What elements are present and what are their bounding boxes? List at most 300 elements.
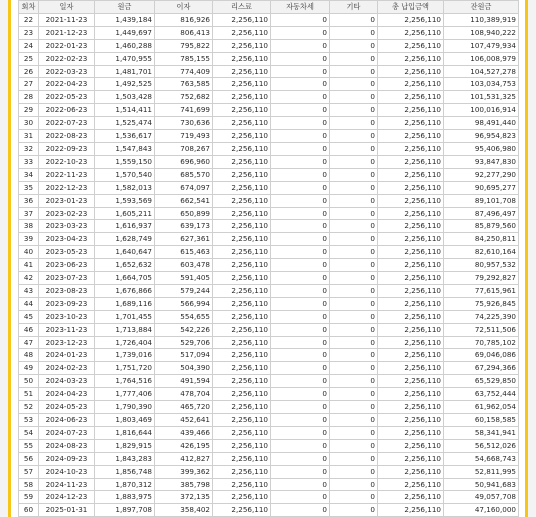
table-row	[19, 117, 519, 130]
cell-date: 2022-03-23	[39, 65, 95, 78]
cell-lease-fee: 2,256,110	[213, 65, 271, 78]
cell-total-payment: 2,256,110	[378, 104, 444, 117]
cell-remaining-principal: 61,962,054	[444, 401, 519, 414]
header-interest: 이자	[155, 1, 213, 14]
cell-date: 2023-03-23	[39, 220, 95, 233]
cell-vehicle-tax: 0	[271, 233, 330, 246]
cell-remaining-principal: 63,752,444	[444, 388, 519, 401]
cell-lease-fee: 2,256,110	[213, 362, 271, 375]
right-highlight-border	[525, 0, 528, 517]
cell-vehicle-tax: 0	[271, 168, 330, 181]
header-vehicle-tax: 자동차세	[271, 1, 330, 14]
cell-vehicle-tax: 0	[271, 349, 330, 362]
cell-interest: 615,463	[155, 246, 213, 259]
cell-date: 2024-01-23	[39, 349, 95, 362]
cell-date: 2023-06-23	[39, 259, 95, 272]
cell-installment: 59	[19, 491, 39, 504]
cell-date: 2024-06-23	[39, 414, 95, 427]
cell-principal: 1,829,915	[95, 439, 155, 452]
cell-remaining-principal: 96,954,823	[444, 130, 519, 143]
cell-vehicle-tax: 0	[271, 181, 330, 194]
cell-total-payment: 2,256,110	[378, 297, 444, 310]
cell-vehicle-tax: 0	[271, 13, 330, 26]
cell-vehicle-tax: 0	[271, 117, 330, 130]
cell-principal: 1,525,474	[95, 117, 155, 130]
cell-remaining-principal: 70,785,102	[444, 336, 519, 349]
cell-lease-fee: 2,256,110	[213, 117, 271, 130]
table-row	[19, 414, 519, 427]
cell-date: 2024-04-23	[39, 388, 95, 401]
cell-other: 0	[330, 388, 378, 401]
cell-total-payment: 2,256,110	[378, 375, 444, 388]
cell-installment: 25	[19, 52, 39, 65]
cell-installment: 47	[19, 336, 39, 349]
cell-lease-fee: 2,256,110	[213, 130, 271, 143]
cell-total-payment: 2,256,110	[378, 452, 444, 465]
cell-total-payment: 2,256,110	[378, 168, 444, 181]
cell-installment: 45	[19, 310, 39, 323]
cell-date: 2022-09-23	[39, 142, 95, 155]
cell-principal: 1,664,705	[95, 272, 155, 285]
cell-total-payment: 2,256,110	[378, 117, 444, 130]
cell-other: 0	[330, 504, 378, 517]
cell-date: 2023-05-23	[39, 246, 95, 259]
table-row	[19, 130, 519, 143]
cell-lease-fee: 2,256,110	[213, 39, 271, 52]
cell-date: 2024-08-23	[39, 439, 95, 452]
cell-date: 2023-11-23	[39, 323, 95, 336]
cell-installment: 34	[19, 168, 39, 181]
table-row	[19, 297, 519, 310]
cell-date: 2023-01-23	[39, 194, 95, 207]
cell-principal: 1,870,312	[95, 478, 155, 491]
cell-interest: 491,594	[155, 375, 213, 388]
table-row	[19, 349, 519, 362]
cell-interest: 708,267	[155, 142, 213, 155]
cell-total-payment: 2,256,110	[378, 181, 444, 194]
cell-other: 0	[330, 168, 378, 181]
table-row	[19, 439, 519, 452]
cell-date: 2024-11-23	[39, 478, 95, 491]
cell-total-payment: 2,256,110	[378, 78, 444, 91]
cell-total-payment: 2,256,110	[378, 388, 444, 401]
cell-principal: 1,481,701	[95, 65, 155, 78]
cell-vehicle-tax: 0	[271, 284, 330, 297]
cell-interest: 372,135	[155, 491, 213, 504]
cell-other: 0	[330, 452, 378, 465]
cell-interest: 662,541	[155, 194, 213, 207]
cell-date: 2022-05-23	[39, 91, 95, 104]
cell-date: 2024-09-23	[39, 452, 95, 465]
lease-schedule-table-container	[18, 0, 518, 517]
cell-principal: 1,897,708	[95, 504, 155, 517]
cell-lease-fee: 2,256,110	[213, 336, 271, 349]
cell-vehicle-tax: 0	[271, 478, 330, 491]
cell-installment: 49	[19, 362, 39, 375]
cell-date: 2024-02-23	[39, 362, 95, 375]
cell-total-payment: 2,256,110	[378, 401, 444, 414]
cell-date: 2022-04-23	[39, 78, 95, 91]
cell-installment: 32	[19, 142, 39, 155]
cell-lease-fee: 2,256,110	[213, 233, 271, 246]
cell-lease-fee: 2,256,110	[213, 388, 271, 401]
cell-installment: 51	[19, 388, 39, 401]
cell-total-payment: 2,256,110	[378, 233, 444, 246]
cell-lease-fee: 2,256,110	[213, 478, 271, 491]
cell-total-payment: 2,256,110	[378, 259, 444, 272]
cell-total-payment: 2,256,110	[378, 310, 444, 323]
cell-remaining-principal: 60,158,585	[444, 414, 519, 427]
table-row	[19, 388, 519, 401]
header-date: 일자	[39, 1, 95, 14]
cell-total-payment: 2,256,110	[378, 414, 444, 427]
cell-other: 0	[330, 323, 378, 336]
cell-vehicle-tax: 0	[271, 297, 330, 310]
cell-lease-fee: 2,256,110	[213, 323, 271, 336]
cell-vehicle-tax: 0	[271, 362, 330, 375]
cell-vehicle-tax: 0	[271, 259, 330, 272]
cell-lease-fee: 2,256,110	[213, 272, 271, 285]
cell-installment: 46	[19, 323, 39, 336]
cell-other: 0	[330, 155, 378, 168]
cell-other: 0	[330, 104, 378, 117]
cell-other: 0	[330, 478, 378, 491]
cell-other: 0	[330, 284, 378, 297]
cell-date: 2023-04-23	[39, 233, 95, 246]
cell-vehicle-tax: 0	[271, 130, 330, 143]
cell-vehicle-tax: 0	[271, 310, 330, 323]
table-row	[19, 91, 519, 104]
cell-principal: 1,559,150	[95, 155, 155, 168]
table-row	[19, 491, 519, 504]
cell-remaining-principal: 50,941,683	[444, 478, 519, 491]
cell-other: 0	[330, 310, 378, 323]
cell-remaining-principal: 92,277,290	[444, 168, 519, 181]
cell-other: 0	[330, 233, 378, 246]
table-row	[19, 426, 519, 439]
cell-principal: 1,640,647	[95, 246, 155, 259]
table-row	[19, 478, 519, 491]
cell-lease-fee: 2,256,110	[213, 426, 271, 439]
table-row	[19, 465, 519, 478]
table-row	[19, 452, 519, 465]
table-row	[19, 194, 519, 207]
table-row	[19, 142, 519, 155]
header-total-payment: 총 납입금액	[378, 1, 444, 14]
cell-remaining-principal: 110,389,919	[444, 13, 519, 26]
cell-installment: 57	[19, 465, 39, 478]
cell-other: 0	[330, 246, 378, 259]
cell-principal: 1,593,569	[95, 194, 155, 207]
header-principal: 원금	[95, 1, 155, 14]
cell-remaining-principal: 95,406,980	[444, 142, 519, 155]
cell-principal: 1,503,428	[95, 91, 155, 104]
cell-interest: 478,704	[155, 388, 213, 401]
cell-interest: 639,173	[155, 220, 213, 233]
cell-other: 0	[330, 78, 378, 91]
cell-date: 2022-07-23	[39, 117, 95, 130]
cell-principal: 1,449,697	[95, 26, 155, 39]
cell-principal: 1,514,411	[95, 104, 155, 117]
cell-lease-fee: 2,256,110	[213, 259, 271, 272]
cell-lease-fee: 2,256,110	[213, 414, 271, 427]
cell-interest: 685,570	[155, 168, 213, 181]
cell-lease-fee: 2,256,110	[213, 155, 271, 168]
cell-lease-fee: 2,256,110	[213, 310, 271, 323]
cell-interest: 627,361	[155, 233, 213, 246]
cell-lease-fee: 2,256,110	[213, 52, 271, 65]
cell-date: 2024-12-23	[39, 491, 95, 504]
cell-interest: 399,362	[155, 465, 213, 478]
cell-interest: 741,699	[155, 104, 213, 117]
cell-installment: 22	[19, 13, 39, 26]
table-row	[19, 39, 519, 52]
cell-total-payment: 2,256,110	[378, 194, 444, 207]
cell-vehicle-tax: 0	[271, 39, 330, 52]
cell-total-payment: 2,256,110	[378, 284, 444, 297]
cell-lease-fee: 2,256,110	[213, 194, 271, 207]
cell-installment: 38	[19, 220, 39, 233]
cell-lease-fee: 2,256,110	[213, 465, 271, 478]
cell-remaining-principal: 103,034,753	[444, 78, 519, 91]
table-row	[19, 155, 519, 168]
cell-date: 2022-08-23	[39, 130, 95, 143]
cell-interest: 785,155	[155, 52, 213, 65]
cell-installment: 41	[19, 259, 39, 272]
cell-lease-fee: 2,256,110	[213, 491, 271, 504]
cell-vehicle-tax: 0	[271, 220, 330, 233]
cell-total-payment: 2,256,110	[378, 323, 444, 336]
cell-principal: 1,676,866	[95, 284, 155, 297]
cell-lease-fee: 2,256,110	[213, 13, 271, 26]
table-row	[19, 336, 519, 349]
table-row	[19, 362, 519, 375]
cell-total-payment: 2,256,110	[378, 65, 444, 78]
cell-principal: 1,570,540	[95, 168, 155, 181]
cell-principal: 1,816,644	[95, 426, 155, 439]
cell-date: 2023-09-23	[39, 297, 95, 310]
cell-date: 2021-12-23	[39, 26, 95, 39]
cell-lease-fee: 2,256,110	[213, 246, 271, 259]
cell-vehicle-tax: 0	[271, 426, 330, 439]
cell-other: 0	[330, 181, 378, 194]
cell-other: 0	[330, 207, 378, 220]
cell-total-payment: 2,256,110	[378, 207, 444, 220]
cell-principal: 1,439,184	[95, 13, 155, 26]
cell-interest: 696,960	[155, 155, 213, 168]
cell-installment: 26	[19, 65, 39, 78]
cell-lease-fee: 2,256,110	[213, 168, 271, 181]
cell-interest: 806,413	[155, 26, 213, 39]
cell-remaining-principal: 84,250,811	[444, 233, 519, 246]
cell-total-payment: 2,256,110	[378, 491, 444, 504]
cell-date: 2023-08-23	[39, 284, 95, 297]
cell-lease-fee: 2,256,110	[213, 78, 271, 91]
cell-principal: 1,628,749	[95, 233, 155, 246]
table-row	[19, 375, 519, 388]
cell-total-payment: 2,256,110	[378, 26, 444, 39]
cell-principal: 1,652,632	[95, 259, 155, 272]
cell-interest: 412,827	[155, 452, 213, 465]
cell-principal: 1,803,469	[95, 414, 155, 427]
cell-remaining-principal: 67,294,366	[444, 362, 519, 375]
table-row	[19, 207, 519, 220]
cell-installment: 40	[19, 246, 39, 259]
cell-date: 2023-02-23	[39, 207, 95, 220]
cell-total-payment: 2,256,110	[378, 439, 444, 452]
cell-date: 2023-10-23	[39, 310, 95, 323]
cell-date: 2022-12-23	[39, 181, 95, 194]
cell-installment: 33	[19, 155, 39, 168]
cell-other: 0	[330, 426, 378, 439]
cell-vehicle-tax: 0	[271, 104, 330, 117]
cell-total-payment: 2,256,110	[378, 130, 444, 143]
table-row	[19, 181, 519, 194]
cell-vehicle-tax: 0	[271, 65, 330, 78]
table-row	[19, 284, 519, 297]
cell-total-payment: 2,256,110	[378, 478, 444, 491]
cell-installment: 24	[19, 39, 39, 52]
cell-vehicle-tax: 0	[271, 155, 330, 168]
cell-installment: 23	[19, 26, 39, 39]
cell-interest: 517,094	[155, 349, 213, 362]
cell-vehicle-tax: 0	[271, 207, 330, 220]
cell-installment: 60	[19, 504, 39, 517]
cell-interest: 385,798	[155, 478, 213, 491]
cell-remaining-principal: 107,479,934	[444, 39, 519, 52]
cell-principal: 1,713,884	[95, 323, 155, 336]
cell-remaining-principal: 87,496,497	[444, 207, 519, 220]
right-margin	[528, 0, 536, 517]
cell-installment: 44	[19, 297, 39, 310]
cell-remaining-principal: 72,511,506	[444, 323, 519, 336]
cell-date: 2022-02-23	[39, 52, 95, 65]
cell-interest: 591,405	[155, 272, 213, 285]
cell-installment: 29	[19, 104, 39, 117]
table-row	[19, 52, 519, 65]
cell-vehicle-tax: 0	[271, 194, 330, 207]
cell-lease-fee: 2,256,110	[213, 284, 271, 297]
cell-installment: 36	[19, 194, 39, 207]
cell-installment: 52	[19, 401, 39, 414]
cell-interest: 452,641	[155, 414, 213, 427]
cell-date: 2025-01-31	[39, 504, 95, 517]
cell-principal: 1,856,748	[95, 465, 155, 478]
table-row	[19, 259, 519, 272]
cell-other: 0	[330, 39, 378, 52]
cell-other: 0	[330, 52, 378, 65]
cell-interest: 650,899	[155, 207, 213, 220]
cell-remaining-principal: 93,847,830	[444, 155, 519, 168]
cell-lease-fee: 2,256,110	[213, 375, 271, 388]
table-row	[19, 78, 519, 91]
cell-remaining-principal: 80,957,532	[444, 259, 519, 272]
cell-interest: 439,466	[155, 426, 213, 439]
table-row	[19, 310, 519, 323]
cell-principal: 1,605,211	[95, 207, 155, 220]
cell-interest: 795,822	[155, 39, 213, 52]
cell-vehicle-tax: 0	[271, 375, 330, 388]
table-row	[19, 220, 519, 233]
cell-installment: 27	[19, 78, 39, 91]
cell-remaining-principal: 90,695,277	[444, 181, 519, 194]
cell-installment: 30	[19, 117, 39, 130]
cell-total-payment: 2,256,110	[378, 220, 444, 233]
cell-lease-fee: 2,256,110	[213, 207, 271, 220]
cell-total-payment: 2,256,110	[378, 155, 444, 168]
table-row	[19, 104, 519, 117]
cell-remaining-principal: 77,615,961	[444, 284, 519, 297]
cell-principal: 1,726,404	[95, 336, 155, 349]
cell-total-payment: 2,256,110	[378, 426, 444, 439]
cell-vehicle-tax: 0	[271, 142, 330, 155]
header-other: 기타	[330, 1, 378, 14]
cell-principal: 1,616,937	[95, 220, 155, 233]
cell-remaining-principal: 85,879,560	[444, 220, 519, 233]
cell-installment: 37	[19, 207, 39, 220]
cell-interest: 566,994	[155, 297, 213, 310]
cell-date: 2022-06-23	[39, 104, 95, 117]
cell-remaining-principal: 56,512,026	[444, 439, 519, 452]
cell-installment: 50	[19, 375, 39, 388]
cell-installment: 48	[19, 349, 39, 362]
header-remaining-principal: 잔원금	[444, 1, 519, 14]
cell-interest: 554,655	[155, 310, 213, 323]
cell-interest: 730,636	[155, 117, 213, 130]
cell-remaining-principal: 82,610,164	[444, 246, 519, 259]
cell-other: 0	[330, 465, 378, 478]
cell-vehicle-tax: 0	[271, 91, 330, 104]
cell-vehicle-tax: 0	[271, 78, 330, 91]
cell-other: 0	[330, 117, 378, 130]
cell-remaining-principal: 79,292,827	[444, 272, 519, 285]
cell-remaining-principal: 58,341,941	[444, 426, 519, 439]
cell-date: 2024-07-23	[39, 426, 95, 439]
cell-total-payment: 2,256,110	[378, 465, 444, 478]
table-row	[19, 323, 519, 336]
table-row	[19, 168, 519, 181]
cell-date: 2024-05-23	[39, 401, 95, 414]
cell-interest: 504,390	[155, 362, 213, 375]
cell-vehicle-tax: 0	[271, 272, 330, 285]
cell-other: 0	[330, 13, 378, 26]
cell-remaining-principal: 54,668,743	[444, 452, 519, 465]
left-highlight-border	[8, 0, 11, 517]
cell-other: 0	[330, 297, 378, 310]
cell-other: 0	[330, 362, 378, 375]
cell-date: 2024-10-23	[39, 465, 95, 478]
cell-other: 0	[330, 336, 378, 349]
cell-interest: 774,409	[155, 65, 213, 78]
table-row	[19, 26, 519, 39]
cell-principal: 1,689,116	[95, 297, 155, 310]
cell-principal: 1,764,516	[95, 375, 155, 388]
cell-total-payment: 2,256,110	[378, 52, 444, 65]
table-header-row	[19, 1, 519, 14]
cell-interest: 358,402	[155, 504, 213, 517]
cell-date: 2022-10-23	[39, 155, 95, 168]
cell-vehicle-tax: 0	[271, 491, 330, 504]
cell-other: 0	[330, 130, 378, 143]
cell-interest: 465,720	[155, 401, 213, 414]
cell-remaining-principal: 106,008,979	[444, 52, 519, 65]
cell-vehicle-tax: 0	[271, 439, 330, 452]
cell-lease-fee: 2,256,110	[213, 297, 271, 310]
cell-lease-fee: 2,256,110	[213, 104, 271, 117]
cell-vehicle-tax: 0	[271, 401, 330, 414]
cell-other: 0	[330, 142, 378, 155]
cell-lease-fee: 2,256,110	[213, 181, 271, 194]
